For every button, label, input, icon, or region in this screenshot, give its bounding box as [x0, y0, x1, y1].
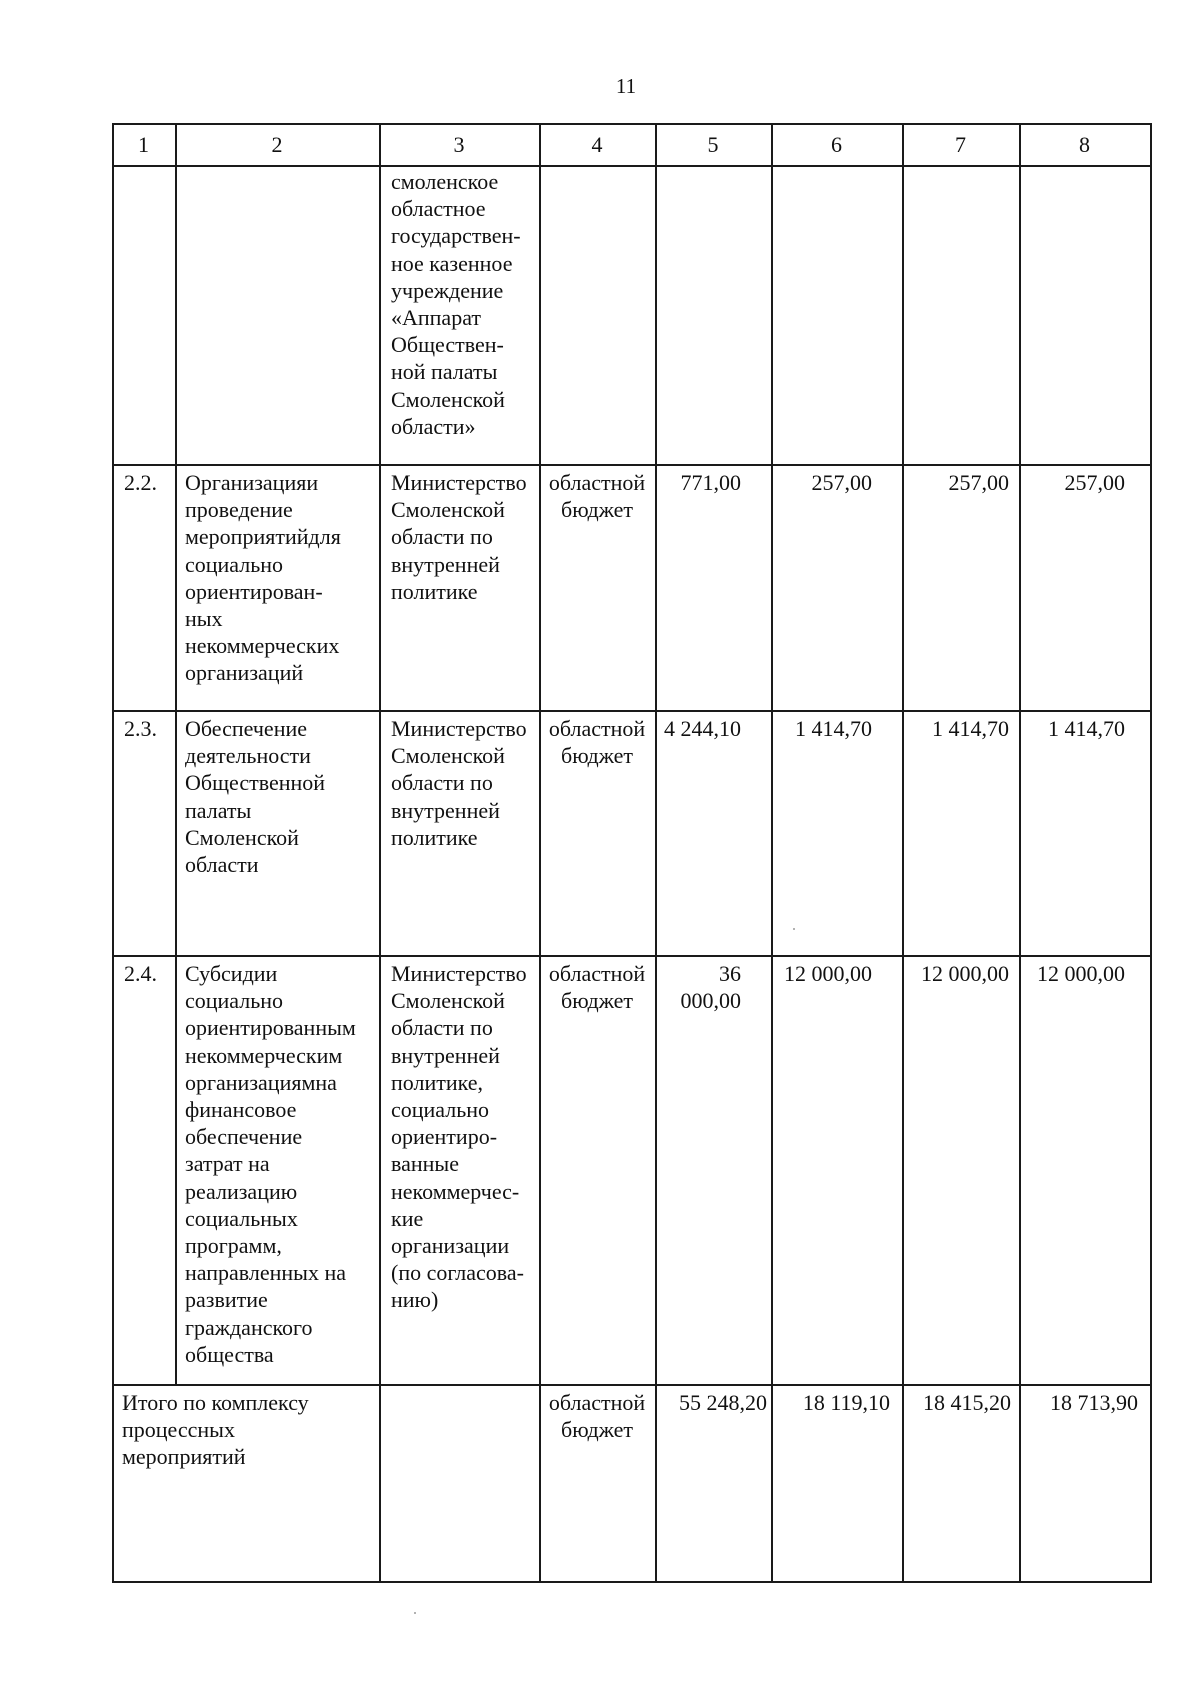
executor-line: Министерство	[391, 470, 527, 495]
executor-line: кие	[391, 1205, 424, 1231]
executor-line: политике	[391, 824, 478, 850]
activity-name-line: проведение	[185, 497, 293, 523]
page-number: 11	[615, 74, 637, 98]
funding-source	[543, 960, 651, 1014]
executor-line: внутренней	[391, 1042, 500, 1068]
activity-name-line: затрат на	[185, 1151, 270, 1177]
activity-name	[185, 960, 373, 1368]
activity-name-line: ориентирован-	[185, 578, 323, 604]
activity-name-line: реализацию	[185, 1178, 298, 1204]
column-header-1: 1	[138, 132, 149, 157]
row-separator	[112, 710, 1152, 712]
executor-line: Смоленской	[391, 988, 505, 1014]
total-label	[122, 1389, 375, 1471]
activity-name-line: мероприятийдля	[185, 524, 341, 550]
executor	[391, 715, 539, 851]
amount-total: 4 244,10	[664, 716, 741, 741]
activity-name-line: Общественной	[185, 770, 326, 796]
activity-name-line: области	[185, 852, 259, 878]
amount-year-1: 1 414,70	[795, 716, 872, 741]
activity-name-line: Субсидии	[185, 961, 278, 986]
header-bottom-rule	[112, 165, 1152, 167]
continuation-executor-line: Обществен-	[391, 332, 504, 358]
amount-year-1: 257,00	[811, 470, 872, 495]
executor-line: ванные	[391, 1151, 459, 1177]
column-header-3: 3	[453, 132, 465, 157]
funding-source-line: областной	[548, 716, 646, 741]
funding-source	[543, 715, 651, 769]
total-funding-source	[543, 1389, 651, 1443]
activity-name-line: социально	[185, 551, 284, 577]
continuation-executor	[391, 168, 537, 440]
activity-name-line: обеспечение	[185, 1124, 303, 1150]
table-bottom-rule	[112, 1581, 1152, 1583]
executor-line: социально	[391, 1097, 490, 1123]
column-header-7: 7	[955, 132, 966, 157]
funding-source	[543, 469, 651, 523]
total-year-2: 18 415,20	[923, 1390, 1011, 1415]
total-label-line: процессных	[122, 1417, 235, 1443]
row-number: 2.4.	[124, 961, 157, 986]
activity-name-line: Организацияи	[185, 470, 319, 495]
column-rule	[655, 123, 657, 1583]
activity-name-line: общества	[185, 1341, 274, 1367]
executor-line: Смоленской	[391, 743, 505, 769]
scan-speck	[793, 928, 795, 930]
total-year-1: 18 119,10	[802, 1390, 890, 1415]
executor	[391, 469, 539, 605]
column-rule	[175, 123, 177, 1386]
activity-name-line: развитие	[185, 1287, 268, 1313]
column-rule	[902, 123, 904, 1583]
row-separator	[112, 1384, 1152, 1386]
table-right-rule	[1150, 123, 1152, 1583]
activity-name-line: некоммерческих	[185, 633, 340, 659]
row-number: 2.2.	[124, 470, 157, 495]
activity-name-line: программ,	[185, 1233, 282, 1259]
continuation-executor-line: ной палаты	[391, 359, 498, 385]
funding-source-line: бюджет	[561, 988, 633, 1014]
executor-line: внутренней	[391, 797, 500, 823]
activity-name-line: ориентированным	[185, 1015, 356, 1041]
continuation-executor-line: «Аппарат	[391, 305, 482, 331]
activity-name-line: организаций	[185, 660, 304, 686]
activity-name-line: палаты	[185, 797, 252, 823]
continuation-executor-line: областное	[391, 196, 486, 222]
column-header-5: 5	[707, 132, 719, 157]
executor-line: организации	[391, 1233, 510, 1259]
amount-year-1: 12 000,00	[784, 961, 872, 986]
column-header-4: 4	[591, 132, 603, 157]
executor-line: области по	[391, 1015, 493, 1041]
continuation-executor-line: учреждение	[391, 277, 504, 303]
amount-total: 36 000,00	[680, 961, 741, 1014]
row-separator	[112, 464, 1152, 466]
total-label-line: мероприятий	[122, 1444, 246, 1470]
amount-year-2: 257,00	[948, 470, 1009, 495]
activity-name-line: социальных	[185, 1205, 298, 1231]
column-rule	[379, 123, 381, 1583]
executor-line: области по	[391, 524, 493, 550]
executor-line: политике,	[391, 1069, 484, 1095]
table-left-rule	[112, 123, 114, 1583]
total-funding-source-line: бюджет	[561, 1417, 633, 1443]
column-rule	[771, 123, 773, 1583]
continuation-executor-line: смоленское	[391, 169, 499, 194]
column-rule	[539, 123, 541, 1583]
executor-line: области по	[391, 770, 493, 796]
amount-year-2: 1 414,70	[932, 716, 1009, 741]
continuation-executor-line: области»	[391, 413, 476, 439]
funding-source-line: бюджет	[561, 743, 633, 769]
continuation-executor-line: ное казенное	[391, 250, 513, 276]
executor-line: внутренней	[391, 551, 500, 577]
amount-year-2: 12 000,00	[921, 961, 1009, 986]
scan-speck	[414, 1612, 416, 1614]
activity-name-line: направленных на	[185, 1260, 346, 1286]
executor-line: Министерство	[391, 961, 527, 986]
activity-name-line: финансовое	[185, 1097, 297, 1123]
row-separator	[112, 955, 1152, 957]
column-rule	[1019, 123, 1021, 1583]
activity-name-line: гражданского	[185, 1314, 313, 1340]
executor-line: Смоленской	[391, 497, 505, 523]
funding-source-line: бюджет	[561, 497, 633, 523]
activity-name-line: Смоленской	[185, 824, 299, 850]
total-label-line: Итого по комплексу	[122, 1390, 309, 1415]
column-header-2: 2	[271, 132, 283, 157]
activity-name-line: социально	[185, 988, 284, 1014]
amount-year-3: 12 000,00	[1037, 961, 1125, 986]
executor-line: некоммерчес-	[391, 1178, 520, 1204]
table-top-rule	[112, 123, 1152, 125]
funding-source-line: областной	[548, 961, 646, 986]
activity-name-line: некоммерческим	[185, 1042, 343, 1068]
continuation-executor-line: Смоленской	[391, 386, 505, 412]
activity-name	[185, 469, 373, 687]
amount-year-3: 1 414,70	[1048, 716, 1125, 741]
activity-name-line: Обеспечение	[185, 716, 307, 741]
continuation-executor-line: государствен-	[391, 223, 521, 249]
amount-total: 771,00	[680, 470, 741, 495]
activity-name-line: ных	[185, 606, 223, 632]
total-year-3: 18 713,90	[1050, 1390, 1138, 1415]
executor-line: ориентиро-	[391, 1124, 498, 1150]
funding-source-line: областной	[548, 470, 646, 495]
activity-name-line: деятельности	[185, 743, 311, 769]
executor	[391, 960, 539, 1314]
total-funding-source-line: областной	[548, 1390, 646, 1415]
executor-line: (по согласова-	[391, 1260, 524, 1286]
executor-line: политике	[391, 578, 478, 604]
executor-line: Министерство	[391, 716, 527, 741]
activity-name	[185, 715, 373, 878]
total-amount: 55 248,20	[679, 1390, 767, 1415]
column-header-6: 6	[831, 132, 842, 157]
activity-name-line: организациямна	[185, 1069, 337, 1095]
column-header-8: 8	[1079, 132, 1090, 157]
row-number: 2.3.	[124, 716, 157, 741]
amount-year-3: 257,00	[1064, 470, 1125, 495]
executor-line: нию)	[391, 1287, 439, 1313]
